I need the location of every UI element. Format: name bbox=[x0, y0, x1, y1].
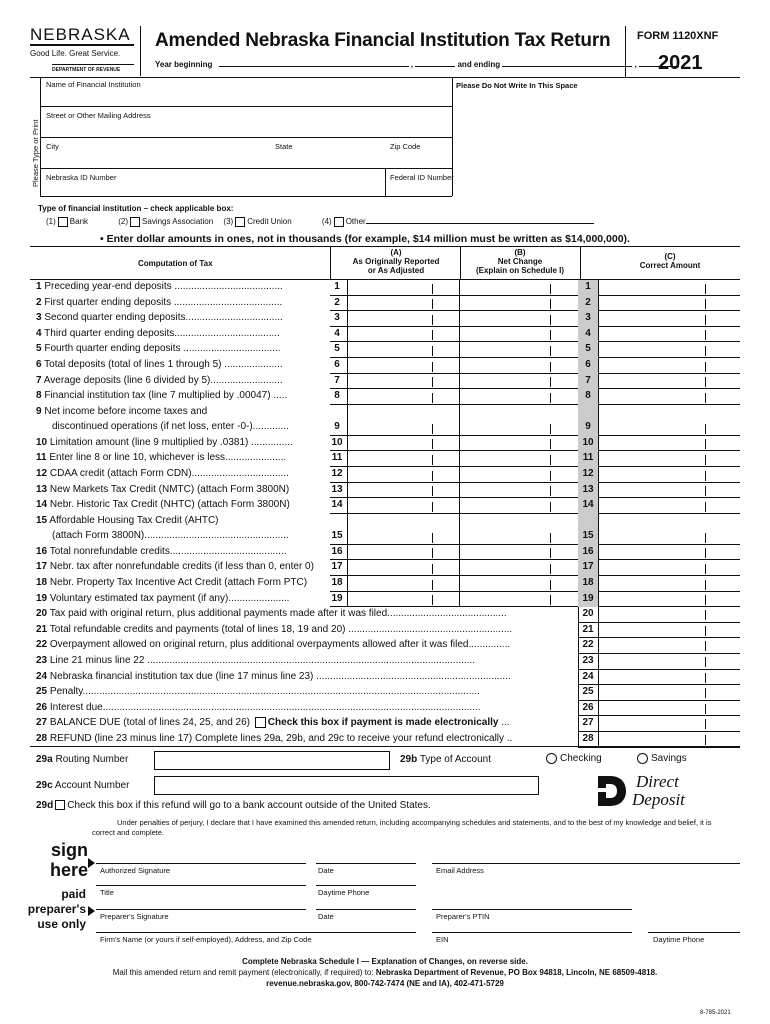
amount-a-input[interactable] bbox=[348, 451, 460, 467]
amount-b-input[interactable] bbox=[460, 296, 578, 312]
line-number-c: 4 bbox=[585, 327, 591, 339]
line-number-c: 7 bbox=[585, 374, 591, 386]
tax-line-5 bbox=[0, 342, 770, 358]
line-number-c: 25 bbox=[582, 686, 594, 698]
tax-year: 2021 bbox=[658, 52, 703, 74]
amount-b-input[interactable] bbox=[460, 498, 578, 514]
line-label: 14 Nebr. Historic Tax Credit (NHTC) (attach Form 3800N) bbox=[36, 499, 290, 511]
amount-c-input[interactable] bbox=[598, 311, 740, 327]
line-label: 13 New Markets Tax Credit (NMTC) (attach Form 3800N) bbox=[36, 483, 290, 495]
state-label: State bbox=[275, 142, 293, 151]
line-number-a: 11 bbox=[331, 452, 343, 464]
line-number-c: 3 bbox=[585, 312, 591, 324]
line-number-c: 11 bbox=[582, 452, 594, 464]
column-b-header: (B) Net Change (Explain on Schedule I) bbox=[475, 248, 564, 275]
logo-department: DEPARTMENT OF REVENUE bbox=[52, 64, 134, 73]
institution-type-heading: Type of financial institution – check applicable box: bbox=[38, 204, 234, 213]
line-label: 18 Nebr. Property Tax Incentive Act Credit (attach Form PTC) bbox=[36, 577, 308, 588]
line-number-c: 19 bbox=[582, 592, 594, 604]
line-number-a: 10 bbox=[331, 436, 343, 448]
amount-c-input[interactable] bbox=[598, 467, 740, 483]
amount-b-input[interactable] bbox=[460, 514, 578, 545]
line-number-c: 5 bbox=[585, 343, 591, 355]
amount-c-input[interactable] bbox=[598, 576, 740, 592]
line-number-c: 24 bbox=[582, 670, 594, 682]
line-number-a: 12 bbox=[331, 468, 343, 479]
footer-mail-note: Mail this amended return and remit payment (electronically, if required) to: Nebraska Department of Revenue, PO Box 94818, Lincoln, NE 68509-4818. bbox=[112, 968, 658, 977]
tax-line-6 bbox=[0, 358, 770, 374]
tax-line-11 bbox=[0, 451, 770, 467]
line-label: 3 Second quarter ending deposits................................... bbox=[36, 312, 283, 324]
line-number-a: 14 bbox=[331, 499, 343, 511]
line-number-a: 2 bbox=[334, 296, 340, 308]
account-number-input[interactable] bbox=[154, 776, 539, 795]
amount-a-input[interactable] bbox=[348, 374, 460, 390]
tax-line-16 bbox=[0, 545, 770, 561]
amount-a-input[interactable] bbox=[348, 342, 460, 358]
preparer-sig-label: Preparer's Signature bbox=[100, 912, 169, 921]
routing-number-input[interactable] bbox=[154, 751, 390, 770]
line-number-a: 1 bbox=[334, 281, 340, 292]
line-number-a: 8 bbox=[334, 390, 340, 402]
amount-c-input[interactable] bbox=[598, 280, 740, 296]
amount-a-input[interactable] bbox=[348, 280, 460, 296]
footer-contact: revenue.nebraska.gov, 800-742-7474 (NE and IA), 402-471-5729 bbox=[266, 979, 504, 988]
amount-b-input[interactable] bbox=[460, 436, 578, 452]
line-number-c: 2 bbox=[585, 296, 591, 308]
amount-b-input[interactable] bbox=[460, 451, 578, 467]
amount-b-input[interactable] bbox=[460, 560, 578, 576]
line-number-c: 17 bbox=[582, 561, 594, 573]
bank-checkbox[interactable] bbox=[58, 217, 68, 227]
line-number-a: 3 bbox=[334, 312, 340, 324]
other-input[interactable] bbox=[366, 223, 594, 224]
line-number-c: 28 bbox=[582, 733, 594, 744]
line-number-c: 15 bbox=[582, 529, 594, 541]
tax-line-20: 20 Tax paid with original return, plus additional payments made after it was filed........................................... 20 bbox=[0, 607, 770, 623]
amount-a-input[interactable] bbox=[348, 560, 460, 576]
tax-line-12 bbox=[0, 467, 770, 483]
foreign-account-row: 29d Check this box if this refund will go to a bank account outside of the United States. bbox=[36, 800, 431, 811]
city-label: City bbox=[46, 142, 59, 151]
amount-a-input[interactable] bbox=[348, 358, 460, 374]
firm-phone-label: Daytime Phone bbox=[653, 935, 705, 944]
amount-b-input[interactable] bbox=[460, 327, 578, 343]
line-number-c: 8 bbox=[585, 390, 591, 402]
amount-b-input[interactable] bbox=[460, 342, 578, 358]
line-number-a: 16 bbox=[331, 545, 343, 557]
electronic-payment-checkbox[interactable] bbox=[255, 717, 266, 728]
column-c-header: (C) Correct Amount bbox=[639, 252, 701, 270]
amount-b-input[interactable] bbox=[460, 467, 578, 483]
amount-c-input[interactable] bbox=[598, 716, 740, 732]
amount-c-input[interactable] bbox=[598, 374, 740, 390]
amount-c-input[interactable] bbox=[598, 685, 740, 701]
line-label: 6 Total deposits (total of lines 1 through 5) ..................... bbox=[36, 359, 283, 370]
account-type-row: 29b Type of Account bbox=[400, 754, 492, 765]
line-number-c: 26 bbox=[582, 701, 594, 713]
line-label: 9 Net income before income taxes and bbox=[36, 405, 208, 417]
ein-label: EIN bbox=[436, 935, 449, 944]
zip-label: Zip Code bbox=[390, 142, 421, 151]
paid-preparer-label: paid preparer's use only bbox=[27, 887, 86, 931]
tax-line-17 bbox=[0, 560, 770, 576]
amount-a-input[interactable] bbox=[348, 311, 460, 327]
form-code: 8-785-2021 bbox=[700, 1010, 731, 1016]
direct-deposit-icon bbox=[596, 774, 628, 808]
amount-c-input[interactable] bbox=[598, 607, 740, 623]
and-ending-label: and ending bbox=[457, 60, 501, 69]
tax-line-10 bbox=[0, 436, 770, 452]
line-number-c: 22 bbox=[582, 639, 594, 651]
tax-line-19 bbox=[0, 592, 770, 608]
fed-id-label: Federal ID Number bbox=[390, 173, 454, 182]
tax-line-24: 24 Nebraska financial institution tax due (line 17 minus line 23) ...................................................................... 24 bbox=[0, 670, 770, 686]
amount-a-input[interactable] bbox=[348, 327, 460, 343]
line-number-c: 10 bbox=[582, 436, 594, 448]
tax-line-22: 22 Overpayment allowed on original return, plus additional overpayments allowed after it was filed............... 22 bbox=[0, 638, 770, 654]
line-label: 1 Preceding year-end deposits ....................................... bbox=[36, 281, 283, 292]
line-number-a: 18 bbox=[331, 577, 343, 588]
tax-line-4 bbox=[0, 327, 770, 343]
email-label: Email Address bbox=[436, 866, 484, 875]
tax-line-27: 27 BALANCE DUE (total of lines 24, 25, and 26) Check this box if payment is made electronically ... 27 bbox=[0, 716, 770, 732]
line-number-c: 6 bbox=[585, 359, 591, 370]
preparer-date-label: Date bbox=[318, 912, 334, 921]
tax-line-28: 28 REFUND (line 23 minus line 17) Complete lines 29a, 29b, and 29c to receive your refund electronically .. 28 bbox=[0, 732, 770, 748]
amount-a-input[interactable] bbox=[348, 436, 460, 452]
amount-a-input[interactable] bbox=[348, 545, 460, 561]
line-number-c: 16 bbox=[582, 545, 594, 557]
tax-line-23: 23 Line 21 minus line 22 ...................................................................................................................... 23 bbox=[0, 654, 770, 670]
line-number-c: 13 bbox=[582, 483, 594, 495]
line-label: 11 Enter line 8 or line 10, whichever is less...................... bbox=[36, 452, 287, 464]
tax-line-14 bbox=[0, 498, 770, 514]
amount-c-input[interactable] bbox=[598, 654, 740, 670]
amount-b-input[interactable] bbox=[460, 405, 578, 436]
ne-id-label: Nebraska ID Number bbox=[46, 173, 117, 182]
line-number-c: 20 bbox=[582, 608, 594, 620]
line-label: 15 Affordable Housing Tax Credit (AHTC) bbox=[36, 514, 219, 526]
street-label: Street or Other Mailing Address bbox=[46, 111, 151, 120]
amount-c-input[interactable] bbox=[598, 638, 740, 654]
tax-line-26: 26 Interest due........................................................................................................................................ 26 bbox=[0, 701, 770, 717]
amount-c-input[interactable] bbox=[598, 592, 740, 608]
logo-title: NEBRASKA bbox=[30, 26, 134, 46]
tax-line-21: 21 Total refundable credits and payments (total of lines 18, 19 and 20) ........................................................... 21 bbox=[0, 623, 770, 639]
line-label: 2 First quarter ending deposits ....................................... bbox=[36, 296, 283, 308]
line-number-a: 7 bbox=[334, 374, 340, 386]
form-title: Amended Nebraska Financial Institution Tax Return bbox=[155, 30, 611, 51]
amount-c-input[interactable] bbox=[598, 296, 740, 312]
amount-c-input[interactable] bbox=[598, 358, 740, 374]
amount-b-input[interactable] bbox=[460, 280, 578, 296]
line-number-a: 17 bbox=[331, 561, 343, 573]
no-write-label: Please Do Not Write In This Space bbox=[456, 81, 578, 90]
line-label: 5 Fourth quarter ending deposits ................................... bbox=[36, 343, 281, 355]
amount-c-input[interactable] bbox=[598, 436, 740, 452]
line-number-c: 27 bbox=[582, 717, 594, 729]
amount-b-input[interactable] bbox=[460, 358, 578, 374]
line-label: 10 Limitation amount (line 9 multiplied by .0381) ............... bbox=[36, 436, 293, 448]
computation-header: Computation of Tax bbox=[138, 259, 213, 268]
foreign-account-checkbox[interactable] bbox=[55, 800, 65, 810]
line-number-a: 9 bbox=[334, 420, 340, 432]
amount-a-input[interactable] bbox=[348, 296, 460, 312]
tax-line-25: 25 Penalty............................................................................................................................................... 25 bbox=[0, 685, 770, 701]
firm-label: Firm's Name (or yours if self-employed), Address, and Zip Code bbox=[100, 935, 312, 944]
institution-type-options: (1) Bank (2) Savings Association (3) Credit Union (4) Other bbox=[46, 217, 594, 227]
savings-radio[interactable]: Savings bbox=[637, 753, 687, 764]
tax-line-8 bbox=[0, 389, 770, 405]
sign-arrow-icon bbox=[88, 858, 95, 868]
line-number-c: 14 bbox=[582, 499, 594, 511]
amount-a-input[interactable] bbox=[348, 405, 460, 436]
amount-b-input[interactable] bbox=[460, 374, 578, 390]
tax-line-3 bbox=[0, 311, 770, 327]
title-label: Title bbox=[100, 888, 114, 897]
line-number-a: 15 bbox=[331, 529, 343, 541]
line-number-a: 4 bbox=[334, 327, 340, 339]
line-number-a: 6 bbox=[334, 359, 340, 370]
amount-a-input[interactable] bbox=[348, 514, 460, 545]
line-label: 16 Total nonrefundable credits.......................................... bbox=[36, 545, 287, 557]
amount-c-input[interactable] bbox=[598, 483, 740, 499]
line-number-c: 21 bbox=[582, 623, 594, 635]
amount-a-input[interactable] bbox=[348, 498, 460, 514]
amount-c-input[interactable] bbox=[598, 560, 740, 576]
line-label: 17 Nebr. tax after nonrefundable credits (if less than 0, enter 0) bbox=[36, 561, 314, 573]
credit-union-checkbox[interactable] bbox=[235, 217, 245, 227]
amount-a-input[interactable] bbox=[348, 576, 460, 592]
ptin-label: Preparer's PTIN bbox=[436, 912, 490, 921]
footer-schedule-note: Complete Nebraska Schedule I — Explanation of Changes, on reverse side. bbox=[242, 957, 528, 966]
tax-line-13 bbox=[0, 483, 770, 499]
amount-c-input[interactable] bbox=[598, 545, 740, 561]
dollar-instruction: • Enter dollar amounts in ones, not in thousands (for example, $14 million must be written as $14,000,000). bbox=[100, 233, 630, 245]
line-number-c: 9 bbox=[585, 420, 591, 432]
amount-b-input[interactable] bbox=[460, 592, 578, 608]
tax-line-9 bbox=[0, 405, 770, 436]
line-number-c: 23 bbox=[582, 655, 594, 666]
amount-c-input[interactable] bbox=[598, 701, 740, 717]
direct-deposit-logo: Direct Deposit bbox=[596, 772, 696, 812]
amount-b-input[interactable] bbox=[460, 311, 578, 327]
line-number-a: 5 bbox=[334, 343, 340, 355]
amount-c-input[interactable] bbox=[598, 514, 740, 545]
year-range: Year beginning , and ending , bbox=[155, 60, 679, 69]
line-number-a: 19 bbox=[331, 592, 343, 604]
auth-sig-label: Authorized Signature bbox=[100, 866, 171, 875]
line-label: 4 Third quarter ending deposits...................................... bbox=[36, 327, 280, 339]
line-label-cont: discontinued operations (if net loss, enter -0-)............. bbox=[52, 420, 289, 432]
amount-a-input[interactable] bbox=[348, 592, 460, 608]
date-label: Date bbox=[318, 866, 334, 875]
amount-b-input[interactable] bbox=[460, 483, 578, 499]
nebraska-logo bbox=[30, 26, 134, 76]
line-number-a: 13 bbox=[331, 483, 343, 495]
line-label: 8 Financial institution tax (line 7 multiplied by .00047) ..... bbox=[36, 390, 288, 402]
daytime-phone-label: Daytime Phone bbox=[318, 888, 370, 897]
amount-b-input[interactable] bbox=[460, 545, 578, 561]
routing-row: 29a Routing Number bbox=[36, 754, 129, 765]
tax-line-7 bbox=[0, 374, 770, 390]
amount-c-input[interactable] bbox=[598, 623, 740, 639]
amount-c-input[interactable] bbox=[598, 342, 740, 358]
line-number-c: 1 bbox=[585, 281, 591, 292]
amount-c-input[interactable] bbox=[598, 670, 740, 686]
amount-c-input[interactable] bbox=[598, 498, 740, 514]
name-label: Name of Financial Institution bbox=[46, 80, 141, 89]
side-label: Please Type or Print bbox=[31, 119, 40, 187]
tax-line-1 bbox=[0, 280, 770, 296]
savings-association-checkbox[interactable] bbox=[130, 217, 140, 227]
tax-line-15 bbox=[0, 514, 770, 545]
amount-c-input[interactable] bbox=[598, 451, 740, 467]
checking-radio[interactable]: Checking bbox=[546, 753, 602, 764]
column-a-header: (A) As Originally Reported or As Adjusted bbox=[352, 248, 440, 275]
form-number: FORM 1120XNF bbox=[637, 30, 719, 42]
amount-b-input[interactable] bbox=[460, 576, 578, 592]
tax-line-2 bbox=[0, 296, 770, 312]
line-number-c: 18 bbox=[582, 577, 594, 588]
account-number-row: 29c Account Number bbox=[36, 780, 130, 791]
amount-b-input[interactable] bbox=[460, 389, 578, 405]
line-label: 12 CDAA credit (attach Form CDN)................................... bbox=[36, 468, 289, 479]
amount-a-input[interactable] bbox=[348, 467, 460, 483]
other-checkbox[interactable] bbox=[334, 217, 344, 227]
amount-a-input[interactable] bbox=[348, 483, 460, 499]
preparer-arrow-icon bbox=[88, 906, 95, 916]
amount-c-input[interactable] bbox=[598, 327, 740, 343]
line-label: 19 Voluntary estimated tax payment (if any)...................... bbox=[36, 592, 290, 604]
amount-c-input[interactable] bbox=[598, 405, 740, 436]
perjury-statement: Under penalties of perjury, I declare that I have examined this amended return, including accompanying schedules and statements, and to the best of my knowledge and belief, it is correct and complete. bbox=[92, 818, 712, 837]
amount-c-input[interactable] bbox=[598, 389, 740, 405]
sign-here-label: sign here bbox=[49, 840, 88, 880]
line-label-cont: (attach Form 3800N).................................................... bbox=[52, 529, 289, 541]
tax-line-18 bbox=[0, 576, 770, 592]
line-label: 7 Average deposits (line 6 divided by 5).......................... bbox=[36, 374, 283, 386]
logo-tagline: Good Life. Great Service. bbox=[30, 49, 121, 58]
line-number-c: 12 bbox=[582, 468, 594, 479]
amount-a-input[interactable] bbox=[348, 389, 460, 405]
year-beginning-label: Year beginning bbox=[155, 60, 213, 69]
